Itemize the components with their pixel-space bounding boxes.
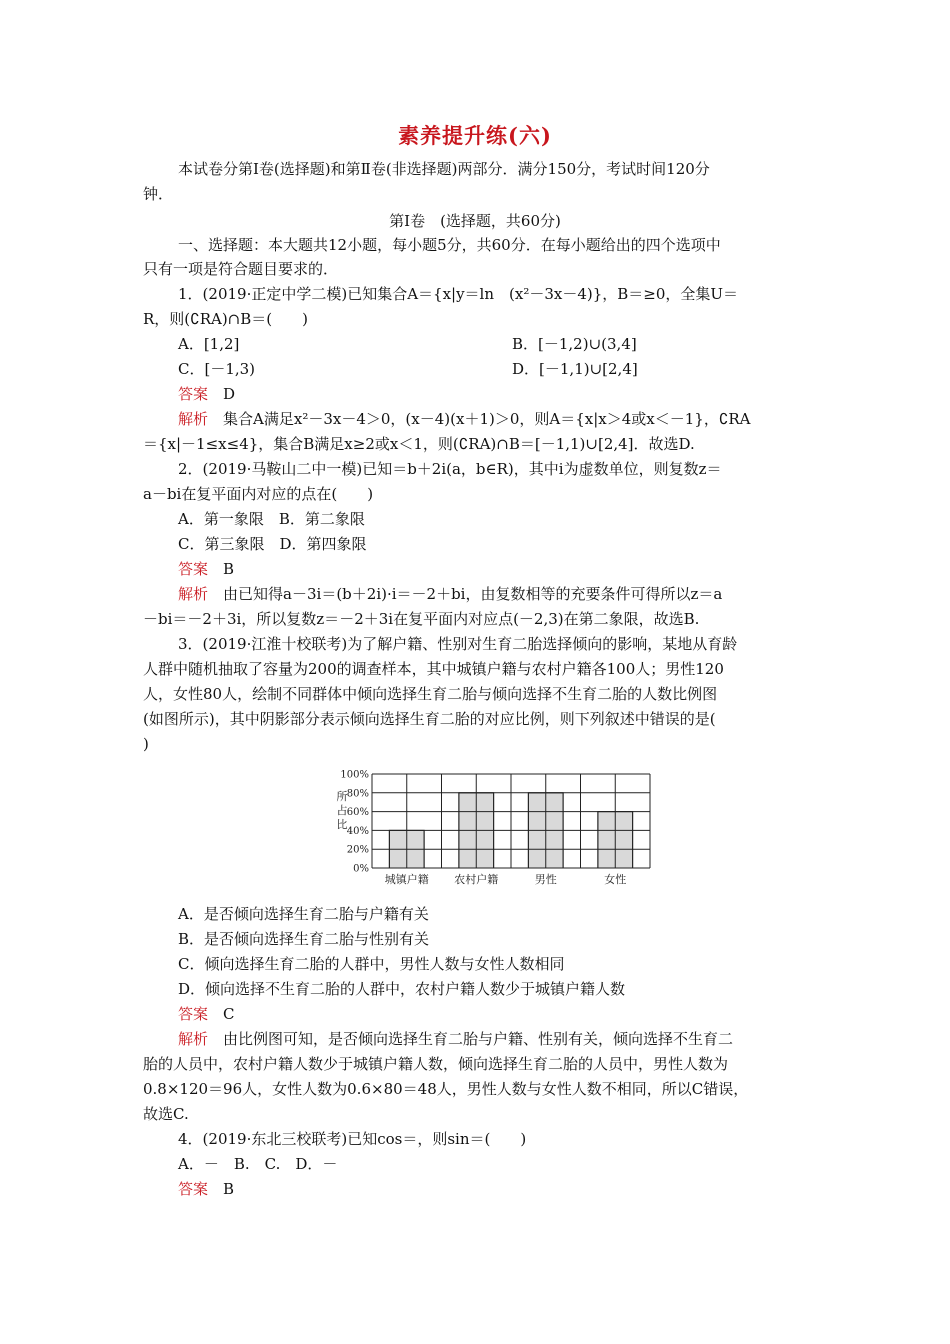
- y-tick-label-5: 0%: [353, 863, 369, 875]
- q4-stem: 4．(2019·东北三校联考)已知cos＝，则sin＝( ): [178, 1130, 527, 1148]
- section-heading: 第Ⅰ卷 (选择题，共60分): [389, 212, 561, 230]
- y-tick-label-1: 80%: [346, 788, 369, 800]
- q3-answer: [178, 1003, 235, 1025]
- q1-analysis-line-2: ＝{x|－1≤x≤4}，集合B满足x≥2或x＜1，则(∁RA)∩B＝[－1,1)∪[2,4]．故选D.: [143, 435, 695, 453]
- q2-options-cd: C．第三象限 D．第四象限: [178, 535, 367, 553]
- page-title: 素养提升练(六): [398, 123, 552, 148]
- q1-answer-label: 答案: [178, 385, 209, 403]
- q3-option-a: A．是否倾向选择生育二胎与户籍有关: [178, 905, 429, 923]
- q3-analysis-line-3: 0.8×120＝96人，女性人数为0.6×80＝48人，男性人数与女性人数不相同，所以C错误，: [143, 1080, 749, 1098]
- q1-option-a: A．[1,2]: [178, 335, 240, 353]
- y-axis-label-char-1: 占: [336, 804, 348, 817]
- q2-answer-value: B: [223, 560, 235, 578]
- q3-stem-line-3: 人，女性80人，绘制不同群体中倾向选择生育二胎与倾向选择不生育二胎的人数比例图: [143, 685, 718, 703]
- q3-analysis-line-1: [178, 1028, 733, 1050]
- ratio-bar-chart: [330, 764, 660, 894]
- category-label-3: 女性: [604, 873, 627, 886]
- q3-answer-value: C: [223, 1005, 235, 1023]
- q2-options-ab: A．第一象限 B．第二象限: [178, 510, 365, 528]
- q4-answer: [178, 1178, 234, 1200]
- q2-analysis-label: 解析: [178, 585, 209, 603]
- q2-stem-line-2: a－bi在复平面内对应的点在( ): [143, 485, 374, 503]
- q1-stem-line-1: 1．(2019·正定中学二模)已知集合A＝{x|y＝ln (x²－3x－4)}，B＝≥0，全集U＝: [178, 285, 739, 303]
- chart-svg: [330, 764, 660, 894]
- intro-line-2: 钟．: [143, 185, 174, 203]
- instructions-line-1: 一、选择题：本大题共12小题，每小题5分，共60分．在每小题给出的四个选项中: [178, 236, 721, 254]
- y-tick-label-3: 40%: [346, 825, 369, 837]
- q3-stem-line-5: ): [143, 735, 149, 753]
- y-axis-label-char-2: 比: [336, 818, 348, 831]
- category-label-2: 男性: [534, 873, 557, 886]
- q3-stem-line-1: 3．(2019·江淮十校联考)为了解户籍、性别对生育二胎选择倾向的影响，某地从育龄: [178, 635, 738, 653]
- q3-analysis-label: 解析: [178, 1030, 209, 1048]
- q2-analysis-text-1: 由已知得a－3i＝(b＋2i)·i＝－2＋bi，由复数相等的充要条件可得所以z＝a: [223, 585, 723, 603]
- q1-stem-line-2: R，则(∁RA)∩B＝( ): [143, 310, 308, 328]
- q1-analysis-line-1: [178, 408, 751, 430]
- category-label-0: 城镇户籍: [384, 873, 429, 886]
- q3-analysis-line-2: 胎的人员中，农村户籍人数少于城镇户籍人数，倾向选择生育二胎的人员中，男性人数为: [143, 1055, 729, 1073]
- q2-analysis-line-2: －bi＝－2＋3i，所以复数z＝－2＋3i在复平面内对应点(－2,3)在第二象限，故选B.: [143, 610, 700, 628]
- y-axis-label-char-0: 所: [336, 790, 348, 803]
- q1-analysis-text-1: 集合A满足x²－3x－4＞0，(x－4)(x＋1)＞0，则A＝{x|x＞4或x＜－1}，∁RA: [223, 410, 751, 428]
- intro-line-1: 本试卷分第Ⅰ卷(选择题)和第Ⅱ卷(非选择题)两部分．满分150分，考试时间120分: [178, 160, 710, 178]
- q1-answer: [178, 383, 235, 405]
- q4-answer-label: 答案: [178, 1180, 209, 1198]
- q1-option-b: B．[－1,2)∪(3,4]: [512, 335, 637, 353]
- instructions-line-2: 只有一项是符合题目要求的．: [143, 260, 339, 278]
- q3-answer-label: 答案: [178, 1005, 209, 1023]
- q2-answer: [178, 558, 234, 580]
- q3-option-c: C．倾向选择生育二胎的人群中，男性人数与女性人数相同: [178, 955, 565, 973]
- q3-option-b: B．是否倾向选择生育二胎与性别有关: [178, 930, 430, 948]
- q3-stem-line-4: (如图所示)，其中阴影部分表示倾向选择生育二胎的对应比例，则下列叙述中错误的是(: [143, 710, 716, 728]
- q3-stem-line-2: 人群中随机抽取了容量为200的调查样本，其中城镇户籍与农村户籍各100人；男性120: [143, 660, 724, 678]
- q3-analysis-text-1: 由比例图可知，是否倾向选择生育二胎与户籍、性别有关，倾向选择不生育二: [223, 1030, 734, 1048]
- q4-answer-value: B: [223, 1180, 235, 1198]
- y-tick-label-0: 100%: [340, 769, 369, 781]
- q1-option-d: D．[－1,1)∪[2,4]: [512, 360, 638, 378]
- q2-stem-line-1: 2．(2019·马鞍山二中一模)已知＝b＋2i(a，b∈R)，其中i为虚数单位，则复数z＝: [178, 460, 722, 478]
- q2-analysis-line-1: [178, 583, 722, 605]
- q1-answer-value: D: [223, 385, 236, 403]
- q2-answer-label: 答案: [178, 560, 209, 578]
- q3-analysis-line-4: 故选C.: [143, 1105, 189, 1123]
- q1-analysis-label: 解析: [178, 410, 209, 428]
- q1-option-c: C．[－1,3): [178, 360, 256, 378]
- category-label-1: 农村户籍: [454, 873, 499, 886]
- y-tick-label-2: 60%: [346, 807, 369, 819]
- q4-options: A．－ B. C. D．－: [178, 1155, 338, 1173]
- y-tick-label-4: 20%: [346, 844, 369, 856]
- q3-option-d: D．倾向选择不生育二胎的人群中，农村户籍人数少于城镇户籍人数: [178, 980, 626, 998]
